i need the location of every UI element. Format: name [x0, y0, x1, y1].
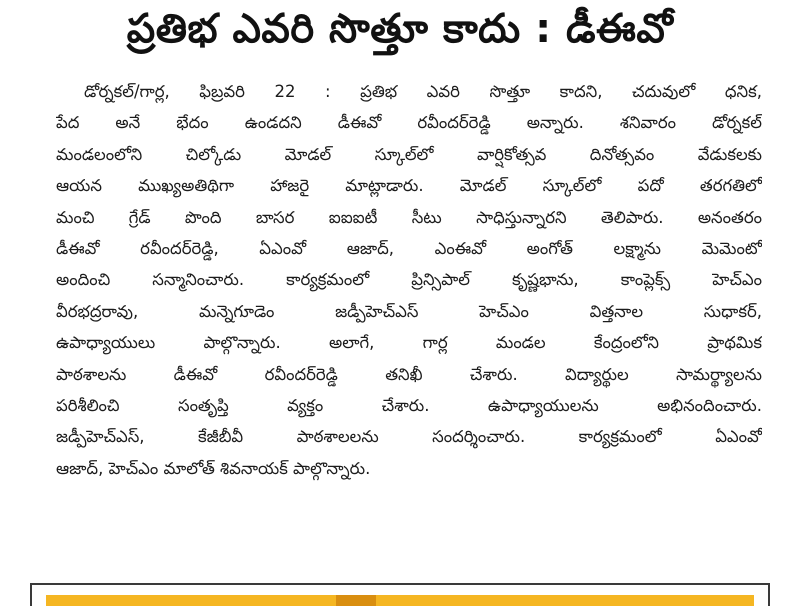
article-line: ఉపాధ్యాయులు పాల్గొన్నారు. అలాగే, గార్ల మండల కేంద్రంలోని ప్రాథమిక: [56, 333, 762, 353]
article-line: మండలంలోని చిల్కోడు మోడల్ స్కూల్‌లో వార్షికోత్సవ దినోత్సవం వేడుకలకు: [56, 144, 762, 164]
article-body: [56, 76, 762, 484]
article-line: పాఠశాలను డీఈవో రవీందర్‌రెడ్డి తనిఖీ చేశారు. విద్యార్థుల సామర్థ్యాలను: [56, 364, 762, 384]
next-article-banner: [46, 595, 754, 606]
article-line: డీఈవో రవీందర్‌రెడ్డి, ఏఎంవో ఆజాద్, ఎంఈవో అంగోత్ లక్ష్మాను మెమెంటో: [56, 239, 762, 259]
article-line: జడ్పీహెచ్‌ఎస్, కేజీబీవీ పాఠశాలలను సందర్శించారు. కార్యక్రమంలో ఏఎంవో: [56, 427, 762, 447]
article-line: వీరభద్రరావు, మన్నెగూడెం జడ్పీహెచ్‌ఎస్ హెచ్‌ఎం విత్తనాల సుధాకర్,: [56, 301, 762, 321]
article-line: మంచి గ్రేడ్ పొంది బాసర ఐఐఐటీ సీటు సాధిస్తున్నారని తెలిపారు. అనంతరం: [56, 207, 762, 227]
article-line: పేద అనే భేదం ఉండదని డీఈవో రవీందర్‌రెడ్డి అన్నారు. శనివారం డోర్నకల్: [56, 113, 762, 133]
headline: ప్రతిభ ఎవరి సొత్తూ కాదు : డీఈవో: [126, 6, 674, 52]
article-line: డోర్నకల్/గార్ల, ఫిబ్రవరి 22 : ప్రతిభ ఎవరి సొత్తూ కాదని, చదువులో ధనిక,: [84, 82, 762, 101]
article-line: పరిశీలించి సంతృప్తి వ్యక్తం చేశారు. ఉపాధ్యాయులను అభినందించారు.: [56, 396, 762, 416]
article-line: అందించి సన్మానించారు. కార్యక్రమంలో ప్రిన్సిపాల్ కృష్ణభాను, కాంప్లెక్స్ హెచ్‌ఎం: [56, 270, 762, 290]
next-article-box: [30, 583, 770, 606]
article-line: ఆజాద్, హెచ్‌ఎం మాలోత్ శివనాయక్ పాల్గొన్నారు.: [56, 458, 371, 478]
banner-graphic: [336, 595, 376, 606]
article-line: ఆయన ముఖ్యఅతిథిగా హాజరై మాట్లాడారు. మోడల్ స్కూల్‌లో పదో తరగతిలో: [56, 176, 762, 196]
